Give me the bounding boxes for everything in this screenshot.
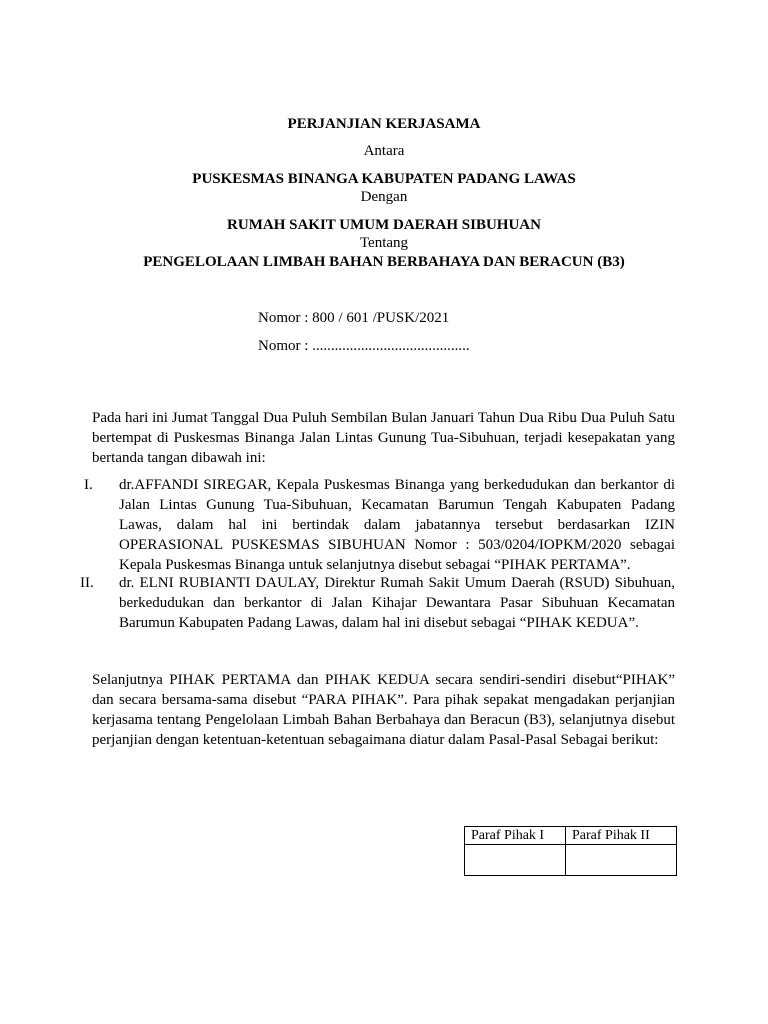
- document-title: PERJANJIAN KERJASAMA: [287, 116, 481, 132]
- opening-paragraph: Pada hari ini Jumat Tanggal Dua Puluh Sembilan Bulan Januari Tahun Dua Ribu Dua Puluh Satu bertempat di Puskesmas Binanga Jalan Lintas Gunung Tua-Sibuhuan, terjadi kesepakatan yang bertanda tangan dibawah ini:: [92, 410, 675, 466]
- with-label: Dengan: [360, 189, 408, 205]
- party-two-title: RUMAH SAKIT UMUM DAERAH SIBUHUAN: [227, 217, 541, 233]
- paraf-header-row: [465, 827, 677, 845]
- paraf-pihak-1-signature: [465, 845, 566, 876]
- about-label: Tentang: [359, 235, 409, 251]
- paraf-pihak-2-signature: [566, 845, 677, 876]
- party-item-number-1: I.: [84, 477, 93, 493]
- paraf-pihak-1-header: Paraf Pihak I: [465, 827, 566, 845]
- agreement-number-2: Nomor : ..........................................: [258, 338, 470, 354]
- paraf-signature-row: [465, 845, 677, 876]
- paraf-table: [464, 826, 677, 876]
- party-item-number-2: II.: [80, 575, 94, 591]
- paraf-pihak-2-header: Paraf Pihak II: [566, 827, 677, 845]
- party-one-title: PUSKESMAS BINANGA KABUPATEN PADANG LAWAS: [192, 171, 576, 187]
- party-item-text-1: dr.AFFANDI SIREGAR, Kepala Puskesmas Binanga yang berkedudukan dan berkantor di Jalan Lintas Gunung Tua-Sibuhuan, Kecamatan Barumun Tengah Kabupaten Padang Lawas, dalam hal ini bertindak dalam jabatannya tersebut berdasarkan IZIN OPERASIONAL PUSKESMAS SIBUHUAN Nomor : 503/0204/IOPKM/2020 sebagai Kepala Puskesmas Binanga untuk selanjutnya disebut sebagai “PIHAK PERTAMA”.: [119, 477, 675, 573]
- agreement-number-1: Nomor : 800 / 601 /PUSK/2021: [258, 310, 450, 326]
- between-label: Antara: [363, 143, 405, 159]
- subject-title: PENGELOLAAN LIMBAH BAHAN BERBAHAYA DAN BERACUN (B3): [143, 254, 625, 270]
- closing-paragraph: Selanjutnya PIHAK PERTAMA dan PIHAK KEDUA secara sendiri-sendiri disebut“PIHAK” dan secara bersama-sama disebut “PARA PIHAK”. Para pihak sepakat mengadakan perjanjian kerjasama tentang Pengelolaan Limbah Bahan Berbahaya dan Beracun (B3), selanjutnya disebut perjanjian dengan ketentuan-ketentuan sebagaimana diatur dalam Pasal-Pasal Sebagai berikut:: [92, 672, 675, 748]
- party-item-text-2: dr. ELNI RUBIANTI DAULAY, Direktur Rumah Sakit Umum Daerah (RSUD) Sibuhuan, berkedudukan dan berkantor di Jalan Kihajar Dewantara Pasar Sibuhuan Kecamatan Barumun Kabupaten Padang Lawas, dalam hal ini disebut sebagai “PIHAK KEDUA”.: [119, 575, 675, 631]
